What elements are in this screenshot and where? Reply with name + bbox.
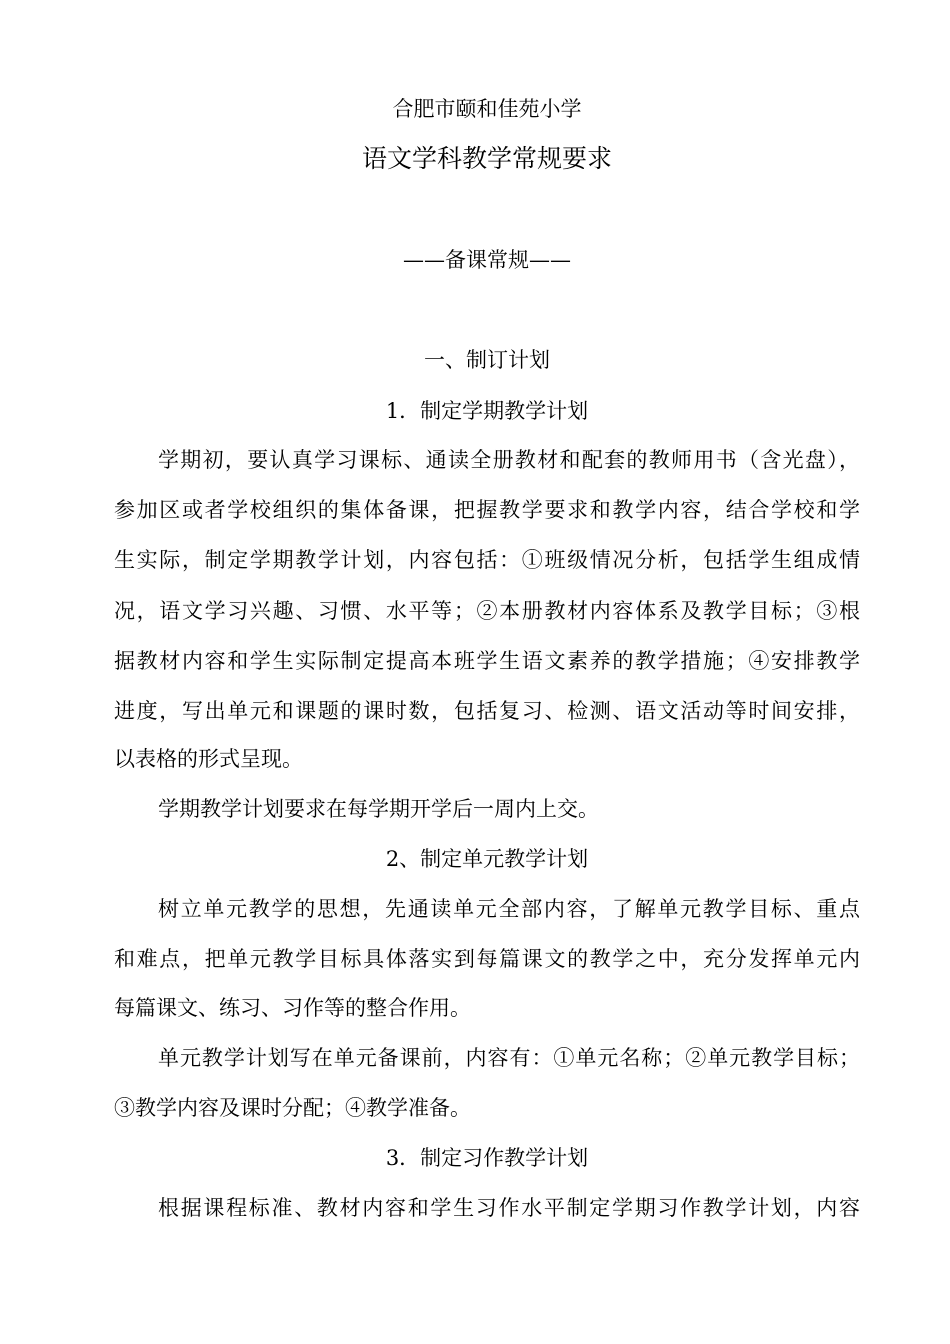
paragraph-line: 以表格的形式呈现。	[114, 747, 303, 771]
paragraph-line: ③教学内容及课时分配；④教学准备。	[114, 1096, 471, 1120]
school-name: 合肥市颐和佳苑小学	[392, 97, 582, 121]
document-title: 语文学科教学常规要求	[361, 144, 612, 173]
subheading-unit-plan: 2、制定单元教学计划	[385, 847, 589, 871]
paragraph-line: 树立单元教学的思想，先通读单元全部内容，了解单元教学目标、重点	[158, 897, 860, 921]
paragraph-line: 单元教学计划写在单元备课前，内容有：①单元名称；②单元教学目标；	[158, 1046, 860, 1070]
paragraph-line: 根据课程标准、教材内容和学生习作水平制定学期习作教学计划，内容	[158, 1196, 860, 1220]
paragraph-line: 参加区或者学校组织的集体备课，把握教学要求和教学内容，结合学校和学	[114, 498, 860, 522]
paragraph-line: 生实际，制定学期教学计划，内容包括：①班级情况分析，包括学生组成情	[114, 548, 860, 572]
paragraph-line: 和难点，把单元教学目标具体落实到每篇课文的教学之中，充分发挥单元内	[114, 947, 860, 971]
paragraph-line: 学期初，要认真学习课标、通读全册教材和配套的教师用书（含光盘），	[158, 448, 860, 472]
paragraph-line: 况，语文学习兴趣、习惯、水平等；②本册教材内容体系及教学目标；③根	[114, 599, 860, 623]
subheading-semester-plan: 1．制定学期教学计划	[385, 399, 589, 423]
section-divider: ——备课常规——	[403, 248, 571, 272]
paragraph-line: 据教材内容和学生实际制定提高本班学生语文素养的教学措施；④安排教学	[114, 649, 860, 673]
subheading-writing-plan: 3．制定习作教学计划	[385, 1146, 589, 1170]
paragraph-line: 进度，写出单元和课题的课时数，包括复习、检测、语文活动等时间安排，	[114, 699, 860, 723]
paragraph-line: 学期教学计划要求在每学期开学后一周内上交。	[158, 797, 599, 821]
paragraph-line: 每篇课文、练习、习作等的整合作用。	[114, 996, 471, 1020]
heading-plan: 一、制订计划	[424, 348, 550, 372]
